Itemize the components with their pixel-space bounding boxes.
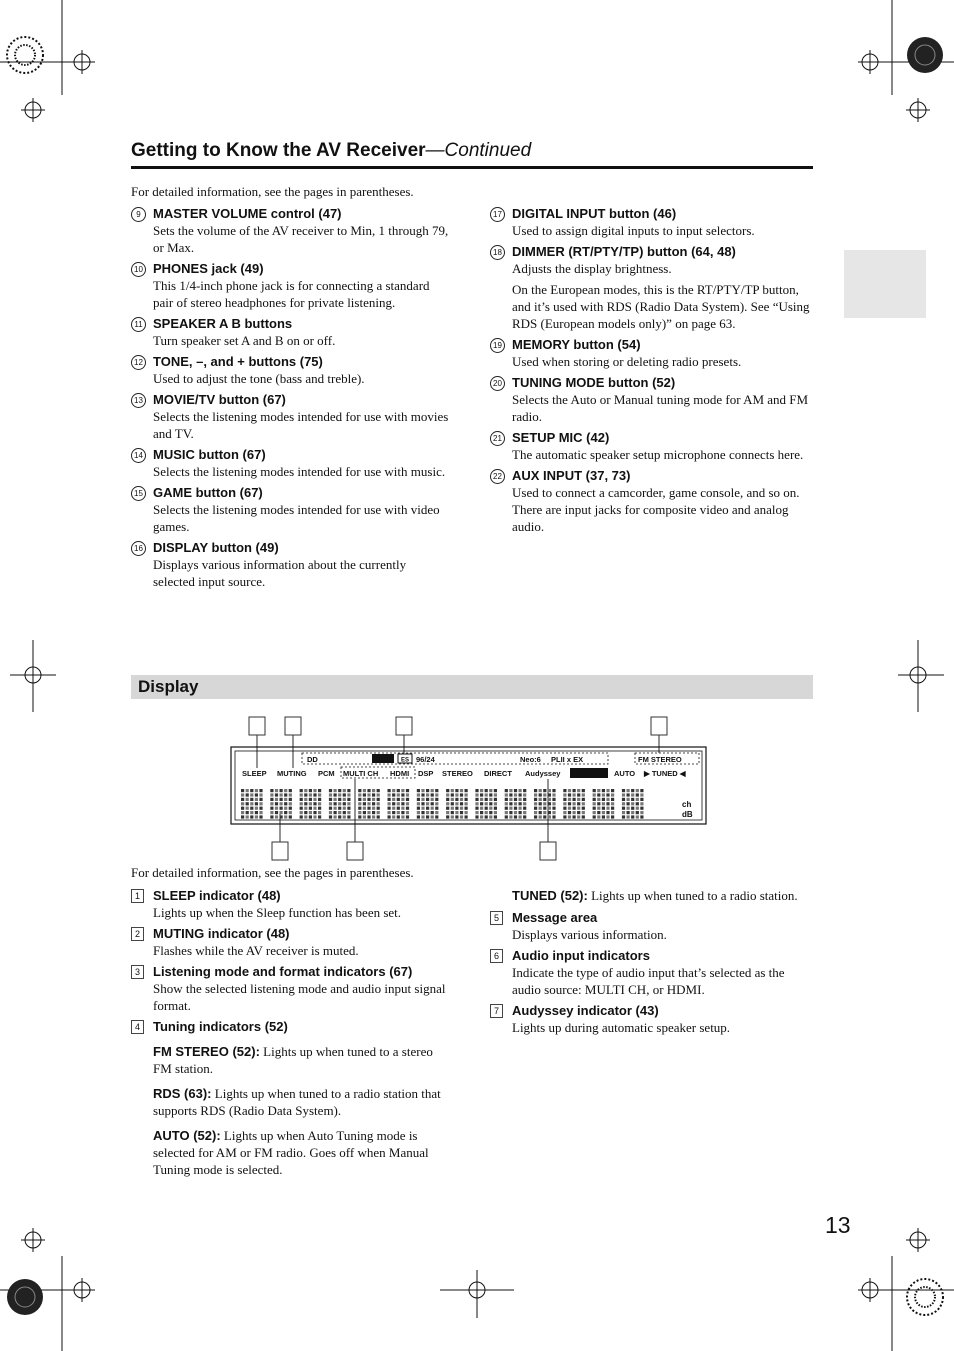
item-heading: PHONES jack (49) [153,261,264,276]
item-number-badge: 11 [131,317,146,332]
item-extra-description: On the European modes, this is the RT/PTY/TP button, and it’s used with RDS (Radio Data System). See “Using RDS (European models only)” on page 63. [512,282,810,331]
item-heading: DIGITAL INPUT button (46) [512,206,677,221]
tuning-sub-entry [153,1127,451,1178]
list-item [490,1002,810,1036]
item-description: Used to adjust the tone (bass and treble). [153,371,365,386]
callout-box [249,717,265,735]
item-heading: GAME button (67) [153,485,263,500]
list-item [131,925,451,959]
indicator-audyssey: Audyssey [525,769,561,778]
item-description: Sets the volume of the AV receiver to Min, 1 through 79, or Max. [153,223,449,255]
indicator-direct: DIRECT [484,769,512,778]
list-item [490,374,810,425]
es-indicator: ES [400,757,410,764]
tuned-sub-entry [490,887,810,904]
list-item [490,429,810,463]
intro-text: For detailed information, see the pages in parentheses. [131,184,414,199]
item-heading: DIMMER (RT/PTY/TP) button (64, 48) [512,244,736,259]
item-description: Displays various information about the currently selected input source. [153,557,407,589]
prologic-indicator: PLII x EX [551,755,584,764]
item-heading: MUSIC button (67) [153,447,266,462]
item-heading: SPEAKER A B buttons [153,316,293,331]
tuning-sub-entry [153,1085,451,1119]
right-column [490,205,810,539]
message-area-character-cell [300,789,322,819]
item-description: Selects the listening modes intended for use with music. [153,464,446,479]
message-area-character-cell [475,789,497,819]
item-heading: Audyssey indicator (43) [512,1003,659,1018]
tuned-sub-text: Lights up when tuned to a radio station. [587,888,798,903]
item-number-badge: 15 [131,486,146,501]
callout-box [272,842,288,860]
item-description: The automatic speaker setup microphone connects here. [512,447,804,462]
sample-rate-indicator: 96/24 [416,755,435,764]
tuning-sub-text: Lights up when tuned to a radio station that supports RDS (Radio Data System). [153,1086,441,1118]
list-item [490,909,810,943]
item-number-badge: 18 [490,245,505,260]
callout-box [347,842,363,860]
item-description: This 1/4-inch phone jack is for connecting a standard pair of stereo headphones for private listening. [153,278,430,310]
page-title [131,140,531,162]
list-item [490,467,810,535]
message-area-character-cell [241,789,263,819]
tuned-sub-label: TUNED (52): [512,888,588,903]
message-area-character-cell [329,789,351,819]
item-heading: Listening mode and format indicators (67) [153,964,413,979]
list-item [131,539,451,590]
list-item [131,353,451,387]
item-heading: SETUP MIC (42) [512,430,610,445]
item-heading: MASTER VOLUME control (47) [153,206,342,221]
callout-box [651,717,667,735]
channel-unit-indicator: ch [682,800,692,809]
tuning-sub-label: FM STEREO (52): [153,1044,260,1059]
message-area-character-cell [270,789,292,819]
item-description: Show the selected listening mode and audio input signal format. [153,981,446,1013]
item-number-badge: 20 [490,376,505,391]
item-heading: Message area [512,910,598,925]
display-heading-band [131,675,813,699]
message-area-character-cell [534,789,556,819]
message-area-character-cell [505,789,527,819]
message-area-character-cell [563,789,585,819]
item-heading: AUX INPUT (37, 73) [512,468,631,483]
dolby-digital-indicator: DD [307,755,318,764]
list-item [131,1018,451,1178]
message-area-character-cell [593,789,615,819]
item-number-badge: 9 [131,207,146,222]
callout-box [285,717,301,735]
title-rule [131,166,813,169]
item-description: Used to assign digital inputs to input selectors. [512,223,755,238]
callout-number-badge: 1 [131,889,144,903]
item-heading: MEMORY button (54) [512,337,641,352]
tuned-sub-paragraph [512,887,810,904]
page-title-continued: —Continued [425,140,532,161]
indicator-multi-ch: MULTI CH [343,769,379,778]
tuning-sub-text: Lights up when Auto Tuning mode is selected for AM or FM radio. Goes off when Manual Tuning mode is selected. [153,1128,429,1177]
callout-number-badge: 3 [131,965,144,979]
message-area-character-cell [417,789,439,819]
rds-indicator-box [570,768,608,778]
indicator-sleep: SLEEP [242,769,267,778]
callout-number-badge: 2 [131,927,144,941]
item-description: Turn speaker set A and B on or off. [153,333,336,348]
list-item [490,243,810,332]
list-item [131,260,451,311]
message-area-character-cell [622,789,644,819]
item-number-badge: 19 [490,338,505,353]
indicator-hdmi: HDMI [390,769,410,778]
page-title-text: Getting to Know the AV Receiver [131,140,426,161]
list-item [131,205,451,256]
section-tab [844,250,926,318]
item-description: Selects the listening modes intended for use with movies and TV. [153,409,449,441]
list-item [131,963,451,1014]
display-right-column [490,887,810,1040]
display-left-column [131,887,451,1182]
message-area-character-cell [358,789,380,819]
callout-number-badge: 5 [490,911,503,925]
callout-number-badge: 4 [131,1020,144,1034]
item-heading: DISPLAY button (49) [153,540,279,555]
item-heading: SLEEP indicator (48) [153,888,281,903]
list-item [490,336,810,370]
item-description: Adjusts the display brightness. [512,261,672,276]
list-item [131,887,451,921]
neo6-indicator: Neo:6 [520,755,541,764]
display-heading: Display [138,677,199,696]
message-area-character-cell [446,789,468,819]
message-area-character-cell [388,789,410,819]
front-display-diagram [225,713,715,865]
item-description: Lights up during automatic speaker setup. [512,1020,731,1035]
item-description: Used to connect a camcorder, game console, and so on. There are input jacks for composite video and analog audio. [512,485,800,534]
page-number: 13 [825,1212,851,1238]
item-heading: MOVIE/TV button (67) [153,392,286,407]
indicator-tuned: ▶ TUNED ◀ [644,769,686,778]
list-item [490,947,810,998]
item-heading: MUTING indicator (48) [153,926,290,941]
item-number-badge: 12 [131,355,146,370]
indicator-pcm: PCM [318,769,335,778]
item-description: Displays various information. [512,927,667,942]
item-number-badge: 13 [131,393,146,408]
item-number-badge: 16 [131,541,146,556]
item-heading: TONE, –, and + buttons (75) [153,354,323,369]
dts-indicator-box [372,754,394,763]
item-description: Used when storing or deleting radio presets. [512,354,742,369]
indicator-auto: AUTO [614,769,636,778]
item-number-badge: 17 [490,207,505,222]
item-description: Indicate the type of audio input that’s selected as the audio source: MULTI CH, or HDMI. [512,965,785,997]
list-item [131,484,451,535]
list-item [490,205,810,239]
tuning-sub-label: RDS (63): [153,1086,212,1101]
tuning-sub-text: Lights up when tuned to a stereo FM station. [153,1044,433,1076]
callout-number-badge: 6 [490,949,503,963]
list-item [131,446,451,480]
item-description: Selects the Auto or Manual tuning mode for AM and FM radio. [512,392,809,424]
indicator-muting: MUTING [277,769,307,778]
callout-box [396,717,412,735]
indicator-stereo: STEREO [442,769,473,778]
item-heading: TUNING MODE button (52) [512,375,676,390]
list-item [131,315,451,349]
indicator-dsp: DSP [418,769,434,778]
fm-stereo-indicator: FM STEREO [638,755,682,764]
item-heading: Audio input indicators [512,948,650,963]
item-description: Lights up when the Sleep function has been set. [153,905,402,920]
callout-number-badge: 7 [490,1004,503,1018]
item-number-badge: 10 [131,262,146,277]
item-heading: Tuning indicators (52) [153,1019,288,1034]
item-description: Flashes while the AV receiver is muted. [153,943,359,958]
callout-box [540,842,556,860]
item-description: Selects the listening modes intended for use with video games. [153,502,440,534]
tuning-sub-label: AUTO (52): [153,1128,221,1143]
tuning-sub-entry [153,1043,451,1077]
item-number-badge: 22 [490,469,505,484]
list-item [131,391,451,442]
intro-text-display: For detailed information, see the pages in parentheses. [131,865,414,880]
decibel-unit-indicator: dB [682,810,693,819]
item-number-badge: 21 [490,431,505,446]
item-number-badge: 14 [131,448,146,463]
left-column [131,205,451,594]
